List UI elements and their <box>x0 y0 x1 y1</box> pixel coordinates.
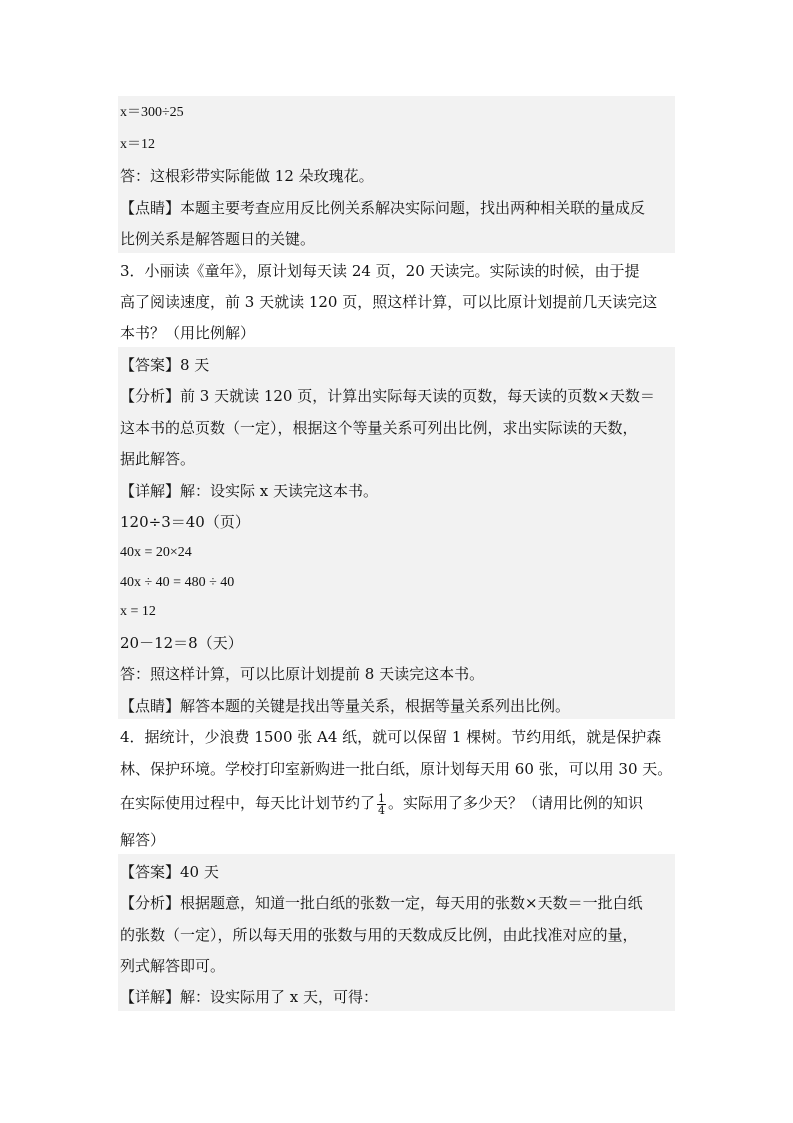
text-line: 【详解】解：设实际用了 x 天，可得： <box>120 988 378 1006</box>
text-line: 【分析】前 3 天就读 120 页，计算出实际每天读的页数，每天读的页数×天数＝ <box>120 387 655 405</box>
text-line: 【详解】解：设实际 x 天读完这本书。 <box>120 482 378 500</box>
text-line: 40x = 20×24 <box>120 545 192 560</box>
text-line: 比例关系是解答题日的关键。 <box>120 230 316 248</box>
text-line: x = 12 <box>120 604 156 619</box>
text-line: 答：这根彩带实际能做 12 朵玫瑰花。 <box>120 167 374 185</box>
text-line: 据此解答。 <box>120 450 196 468</box>
text-line: 列式解答即可。 <box>120 957 226 975</box>
text-line: 【答案】40 天 <box>120 863 219 881</box>
text-line: 【答案】8 天 <box>120 356 210 374</box>
text-line: 林、保护环境。学校打印室新购进一批白纸，原计划每天用 60 张，可以用 30 天。 <box>120 760 673 778</box>
text-line: 3．小丽读《童年》，原计划每天读 24 页，20 天读完。实际读的时候，由于提 <box>120 262 640 280</box>
text-line: 【点睛】解答本题的关键是找出等量关系，根据等量关系列出比例。 <box>120 697 571 715</box>
text-line: x＝300÷25 <box>120 105 184 120</box>
text-line: 高了阅读速度，前 3 天就读 120 页，照这样计算，可以比原计划提前几天读完这 <box>120 293 658 311</box>
text-line: x＝12 <box>120 137 155 152</box>
text-line: 的张数（一定），所以每天用的张数与用的天数成反比例，由此找准对应的量， <box>120 926 638 944</box>
text-line: 解答） <box>120 831 166 849</box>
text-line: 120÷3＝40（页） <box>120 513 250 531</box>
text-line: 【分析】根据题意，知道一批白纸的张数一定，每天用的张数×天数＝一批白纸 <box>120 894 643 912</box>
fraction-denominator: 4 <box>378 803 386 817</box>
text-line: 20－12＝8（天） <box>120 634 243 652</box>
fraction-line-after: 。实际用了多少天？（请用比例的知识 <box>388 794 644 812</box>
text-line: 本书？（用比例解） <box>120 324 256 342</box>
text-line: 这本书的总页数（一定），根据这个等量关系可列出比例，求出实际读的天数， <box>120 419 638 437</box>
text-line: 4．据统计，少浪费 1500 张 A4 纸，就可以保留 1 棵树。节约用纸，就是保护森 <box>120 728 662 746</box>
text-line: 【点睛】本题主要考查应用反比例关系解决实际问题，找出两种相关联的量成反 <box>120 199 646 217</box>
text-line: 答：照这样计算，可以比原计划提前 8 天读完这本书。 <box>120 665 485 683</box>
fraction-numerator: 1 <box>378 791 386 805</box>
fraction-line-before: 在实际使用过程中，每天比计划节约了 <box>120 794 376 812</box>
fraction-text-line <box>118 789 675 817</box>
text-line: 40x ÷ 40 = 480 ÷ 40 <box>120 575 235 590</box>
fraction-one-quarter <box>377 793 386 816</box>
